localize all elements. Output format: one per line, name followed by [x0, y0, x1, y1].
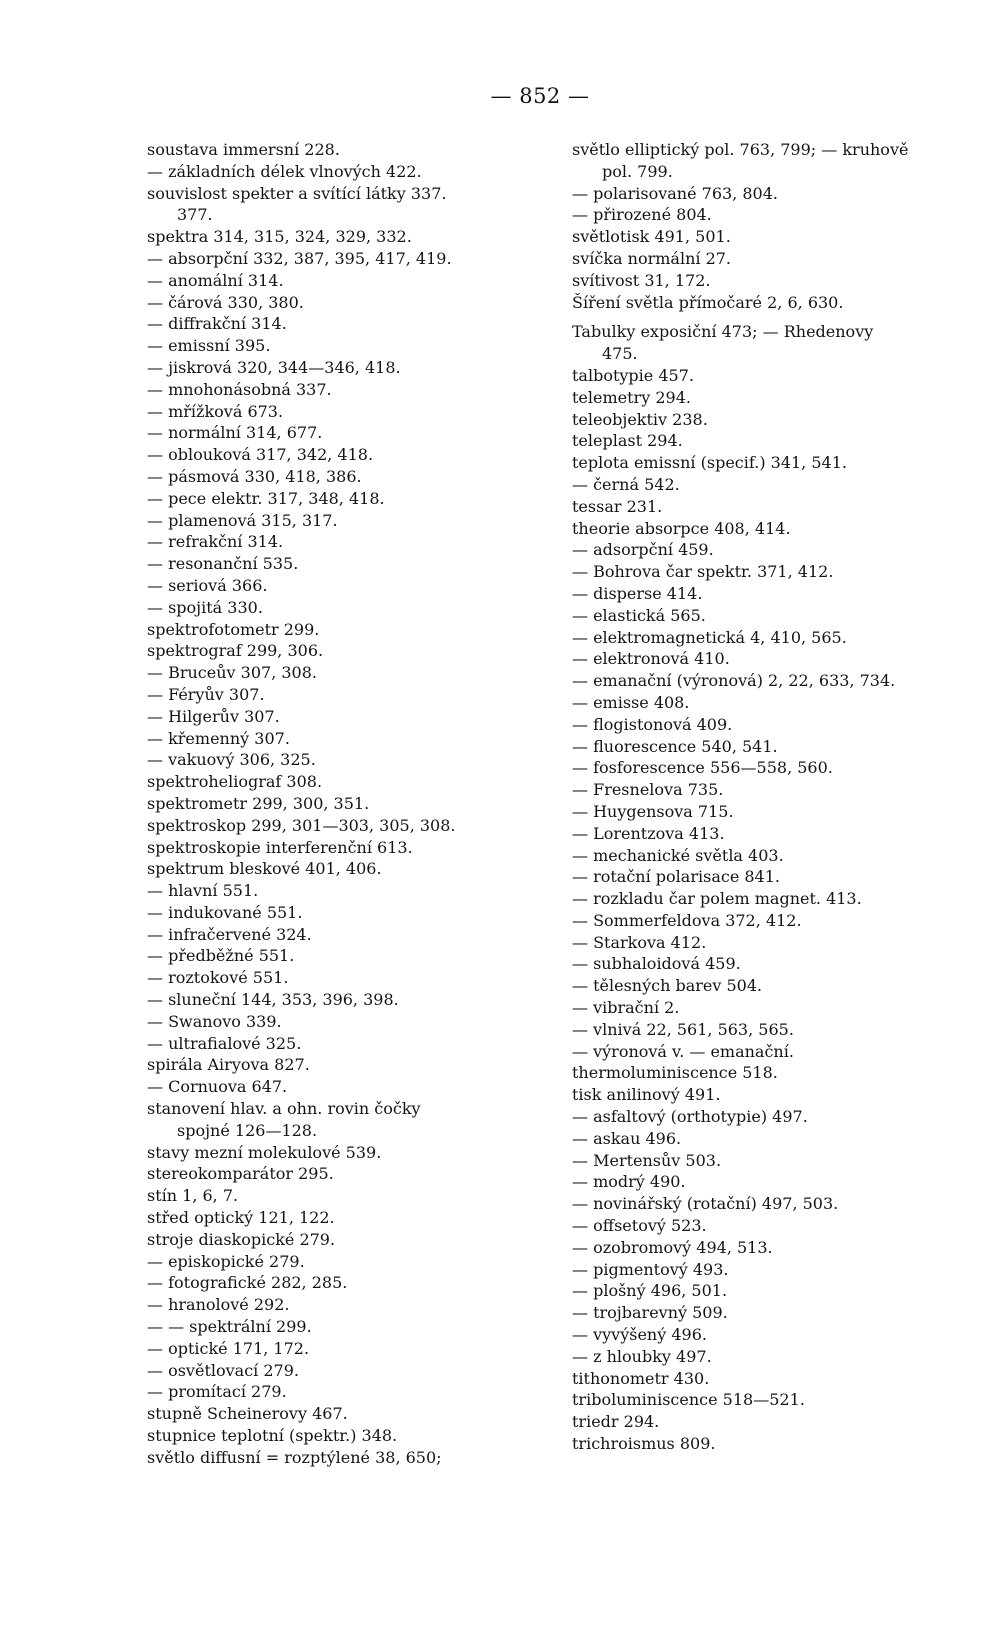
index-entry: — flogistonová 409. — [572, 714, 733, 734]
index-entry: — vakuový 306, 325. — [147, 750, 316, 770]
index-entry: — ozobromový 494, 513. — [572, 1237, 773, 1257]
index-entry: — Fresnelova 735. — [572, 780, 724, 800]
index-entry: pol. 799. — [602, 161, 673, 181]
index-entry: — osvětlovací 279. — [147, 1360, 299, 1380]
index-entry: teleobjektiv 238. — [572, 409, 708, 429]
index-entry: — promítací 279. — [147, 1382, 287, 1402]
index-entry: spektra 314, 315, 324, 329, 332. — [147, 227, 412, 247]
index-column-left — [147, 139, 547, 1469]
index-entry: — polarisované 763, 804. — [572, 183, 778, 203]
index-entry: — infračervené 324. — [147, 924, 312, 944]
index-entry: — přirozené 804. — [572, 205, 712, 225]
index-entry: triedr 294. — [572, 1412, 660, 1432]
index-entry: — mnohonásobná 337. — [147, 379, 332, 399]
index-entry: — pece elektr. 317, 348, 418. — [147, 488, 385, 508]
index-entry: triboluminiscence 518—521. — [572, 1390, 805, 1410]
index-entry: — — spektrální 299. — [147, 1317, 312, 1337]
index-entry: — mechanické světla 403. — [572, 845, 784, 865]
index-entry: 377. — [177, 205, 213, 225]
index-entry: — emissní 395. — [147, 336, 271, 356]
index-entry: — hlavní 551. — [147, 881, 259, 901]
index-entry: — refrakční 314. — [147, 532, 284, 552]
index-entry: — spojitá 330. — [147, 597, 263, 617]
index-entry: — fosforescence 556—558, 560. — [572, 758, 833, 778]
index-entry: — ultrafialové 325. — [147, 1033, 302, 1053]
index-entry: — vyvýšený 496. — [572, 1325, 707, 1345]
index-entry: — seriová 366. — [147, 575, 268, 595]
index-entry: — adsorpční 459. — [572, 540, 714, 560]
index-entry: teplota emissní (specif.) 341, 541. — [572, 453, 847, 473]
index-entry: — pásmová 330, 418, 386. — [147, 466, 362, 486]
index-entry: — Bohrova čar spektr. 371, 412. — [572, 562, 834, 582]
index-entry: — trojbarevný 509. — [572, 1303, 728, 1323]
index-entry: — vibrační 2. — [572, 998, 680, 1018]
index-entry: spektroskop 299, 301—303, 305, 308. — [147, 815, 456, 835]
index-entry: světlo diffusní = rozptýlené 38, 650; — [147, 1447, 442, 1467]
index-entry: — episkopické 279. — [147, 1251, 305, 1271]
index-entry: trichroismus 809. — [572, 1434, 716, 1454]
index-entry: — resonanční 535. — [147, 554, 299, 574]
index-entry: — subhaloidová 459. — [572, 954, 741, 974]
index-entry: souvislost spekter a svítící látky 337. — [147, 183, 447, 203]
index-entry: — optické 171, 172. — [147, 1338, 310, 1358]
index-entry: spirála Airyova 827. — [147, 1055, 310, 1075]
index-entry: spektrofotometr 299. — [147, 619, 320, 639]
index-entry: — Cornuova 647. — [147, 1077, 288, 1097]
index-entry: — Sommerfeldova 372, 412. — [572, 910, 802, 930]
index-entry: stupnice teplotní (spektr.) 348. — [147, 1426, 398, 1446]
index-entry: — fotografické 282, 285. — [147, 1273, 348, 1293]
index-entry: — roztokové 551. — [147, 968, 289, 988]
index-entry: — základních délek vlnových 422. — [147, 161, 422, 181]
index-entry: — offsetový 523. — [572, 1216, 707, 1236]
index-entry: spektrum bleskové 401, 406. — [147, 859, 382, 879]
index-entry: stroje diaskopické 279. — [147, 1229, 336, 1249]
index-entry: stupně Scheinerovy 467. — [147, 1404, 348, 1424]
index-entry: tithonometr 430. — [572, 1368, 710, 1388]
index-entry: teleplast 294. — [572, 431, 683, 451]
index-entry: — emisse 408. — [572, 692, 690, 712]
index-entry: 475. — [602, 344, 638, 364]
index-entry: Tabulky exposiční 473; — Rhedenovy — [572, 322, 874, 342]
index-entry: stín 1, 6, 7. — [147, 1186, 239, 1206]
index-entry: — elastická 565. — [572, 605, 706, 625]
index-entry: theorie absorpce 408, 414. — [572, 518, 791, 538]
index-entry: — fluorescence 540, 541. — [572, 736, 778, 756]
index-entry: — Swanovo 339. — [147, 1011, 282, 1031]
index-entry: — Mertensův 503. — [572, 1150, 722, 1170]
index-entry: — Lorentzova 413. — [572, 823, 725, 843]
index-entry: — askau 496. — [572, 1128, 682, 1148]
index-entry: — Starkova 412. — [572, 932, 707, 952]
index-entry: telemetry 294. — [572, 387, 691, 407]
index-entry: — čárová 330, 380. — [147, 292, 304, 312]
index-entry: Šíření světla přímočaré 2, 6, 630. — [572, 292, 844, 312]
index-entry: — z hloubky 497. — [572, 1346, 712, 1366]
index-entry: — absorpční 332, 387, 395, 417, 419. — [147, 248, 452, 268]
index-entry: — rotační polarisace 841. — [572, 867, 780, 887]
index-entry: tisk anilinový 491. — [572, 1085, 721, 1105]
index-entry: — tělesných barev 504. — [572, 976, 763, 996]
index-entry: — novinářský (rotační) 497, 503. — [572, 1194, 839, 1214]
index-entry: spektrometr 299, 300, 351. — [147, 793, 370, 813]
index-entry: spektrograf 299, 306. — [147, 641, 324, 661]
index-entry: — diffrakční 314. — [147, 314, 287, 334]
index-entry: — normální 314, 677. — [147, 423, 323, 443]
index-entry: talbotypie 457. — [572, 365, 694, 385]
index-entry: — modrý 490. — [572, 1172, 686, 1192]
index-entry: — předběžné 551. — [147, 946, 295, 966]
index-entry: střed optický 121, 122. — [147, 1208, 335, 1228]
index-entry: — Hilgerův 307. — [147, 706, 280, 726]
index-entry: stanovení hlav. a ohn. rovin čočky — [147, 1099, 421, 1119]
index-entry: stereokomparátor 295. — [147, 1164, 334, 1184]
index-entry: — hranolové 292. — [147, 1295, 290, 1315]
index-entry: světlotisk 491, 501. — [572, 227, 731, 247]
index-entry: — sluneční 144, 353, 396, 398. — [147, 990, 399, 1010]
index-entry: — anomální 314. — [147, 270, 284, 290]
index-entry: stavy mezní molekulové 539. — [147, 1142, 382, 1162]
index-entry: svíčka normální 27. — [572, 248, 732, 268]
index-entry: spektroheliograf 308. — [147, 772, 323, 792]
index-entry: — rozkladu čar polem magnet. 413. — [572, 889, 862, 909]
index-entry: — černá 542. — [572, 474, 680, 494]
index-entry: — elektromagnetická 4, 410, 565. — [572, 627, 847, 647]
index-entry: tessar 231. — [572, 496, 663, 516]
index-entry: — elektronová 410. — [572, 649, 730, 669]
index-entry: — Féryův 307. — [147, 684, 265, 704]
index-entry: — pigmentový 493. — [572, 1259, 729, 1279]
index-entry: — indukované 551. — [147, 902, 303, 922]
index-entry: soustava immersní 228. — [147, 140, 340, 159]
index-entry: — disperse 414. — [572, 583, 703, 603]
page-number: — 852 — — [490, 84, 590, 108]
index-entry: — asfaltový (orthotypie) 497. — [572, 1107, 808, 1127]
index-entry: — plošný 496, 501. — [572, 1281, 728, 1301]
index-entry: — výronová v. — emanační. — [572, 1041, 794, 1061]
index-column-right — [572, 139, 972, 1455]
index-entry: spojné 126—128. — [177, 1120, 318, 1140]
index-entry: světlo elliptický pol. 763, 799; — kruhově — [572, 140, 909, 159]
index-entry: spektroskopie interferenční 613. — [147, 837, 413, 857]
index-entry: — mřížková 673. — [147, 401, 284, 421]
index-entry: thermoluminiscence 518. — [572, 1063, 778, 1083]
index-entry: — vlnivá 22, 561, 563, 565. — [572, 1019, 794, 1039]
index-entry: — Bruceův 307, 308. — [147, 663, 317, 683]
index-entry: svítivost 31, 172. — [572, 270, 711, 290]
index-entry: — jiskrová 320, 344—346, 418. — [147, 357, 401, 377]
index-entry: — Huygensova 715. — [572, 801, 734, 821]
index-entry: — emanační (výronová) 2, 22, 633, 734. — [572, 671, 896, 691]
index-entry: — křemenný 307. — [147, 728, 290, 748]
index-entry: — oblouková 317, 342, 418. — [147, 445, 374, 465]
index-entry: — plamenová 315, 317. — [147, 510, 338, 530]
